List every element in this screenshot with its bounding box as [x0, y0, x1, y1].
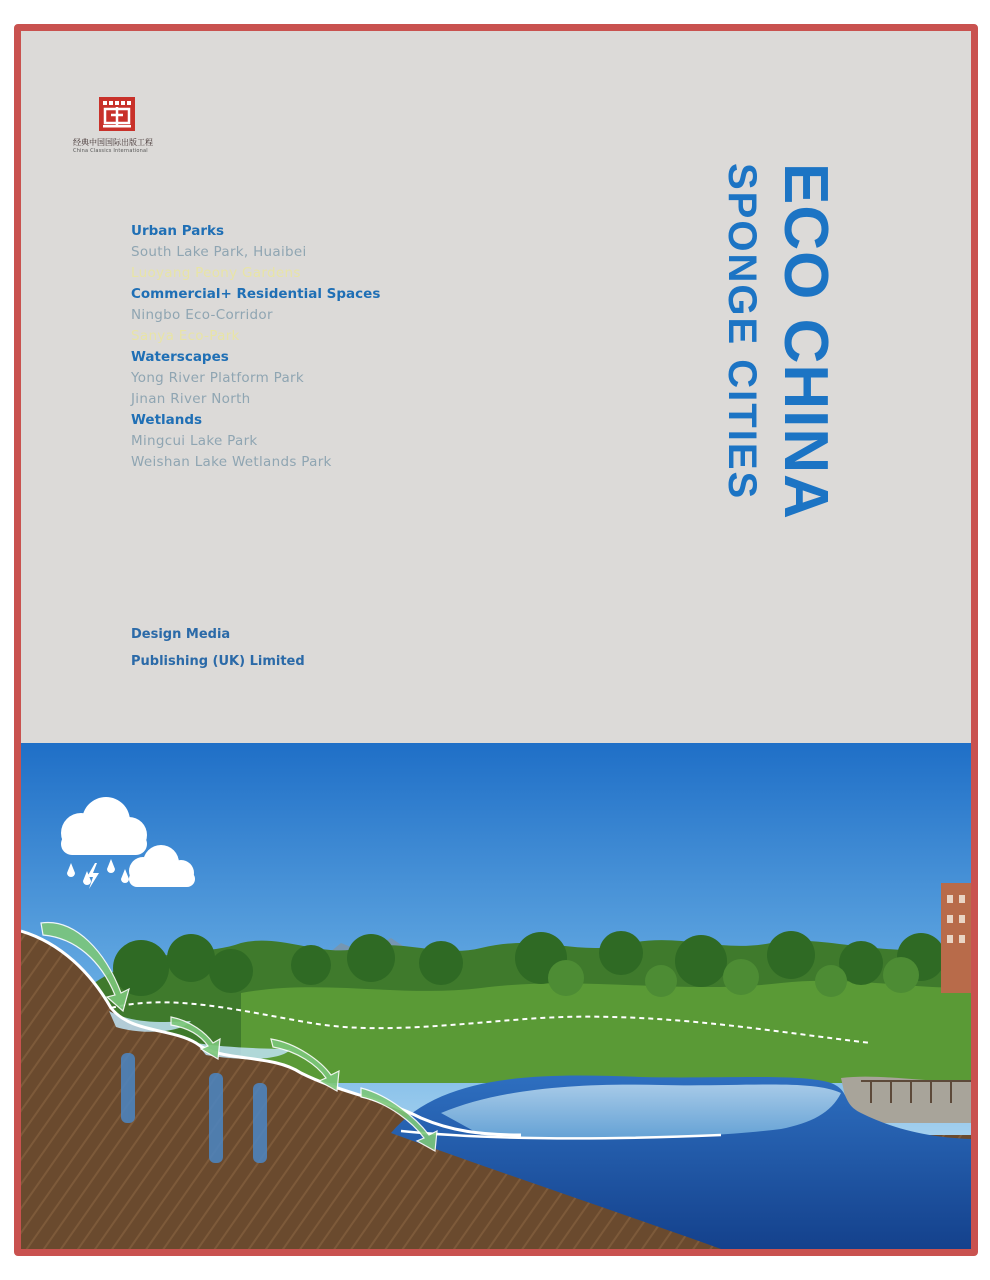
- contents-section-wetlands: [131, 410, 491, 473]
- publisher-line-2: Publishing (UK) Limited: [131, 654, 305, 669]
- section-heading: Waterscapes: [131, 349, 229, 365]
- section-item: Yong River Platform Park: [131, 370, 304, 386]
- cover-upper-panel: [21, 31, 971, 743]
- sponge-city-illustration: [21, 743, 971, 1249]
- contents-section-commercial: [131, 284, 491, 347]
- section-item: Mingcui Lake Park: [131, 433, 258, 449]
- title-subtitle: SPONGE CITIES: [720, 163, 764, 501]
- section-heading: Urban Parks: [131, 223, 225, 239]
- title-main: ECO CHINA: [771, 163, 840, 520]
- cover-title: [711, 163, 871, 583]
- section-item: Sanya Eco-Park: [131, 328, 240, 344]
- section-item: Luoyang Peony Gardens: [131, 265, 301, 281]
- book-cover: [14, 24, 978, 1256]
- publisher-line-1: Design Media: [131, 627, 231, 642]
- publisher-imprint: [131, 621, 305, 675]
- logo-english-text: China Classics International: [73, 148, 148, 154]
- contents-list: [131, 221, 491, 473]
- section-item: Weishan Lake Wetlands Park: [131, 454, 332, 470]
- section-item: Ningbo Eco-Corridor: [131, 307, 273, 323]
- section-item: South Lake Park, Huaibei: [131, 244, 307, 260]
- publisher-logo-icon: [99, 97, 135, 131]
- contents-section-urban-parks: [131, 221, 491, 284]
- contents-section-waterscapes: [131, 347, 491, 410]
- logo-chinese-text: 经典中国国际出版工程: [73, 138, 153, 147]
- section-heading: Wetlands: [131, 412, 203, 428]
- publisher-logo: [73, 97, 173, 154]
- section-item: Jinan River North: [131, 391, 251, 407]
- section-heading: Commercial+ Residential Spaces: [131, 286, 381, 302]
